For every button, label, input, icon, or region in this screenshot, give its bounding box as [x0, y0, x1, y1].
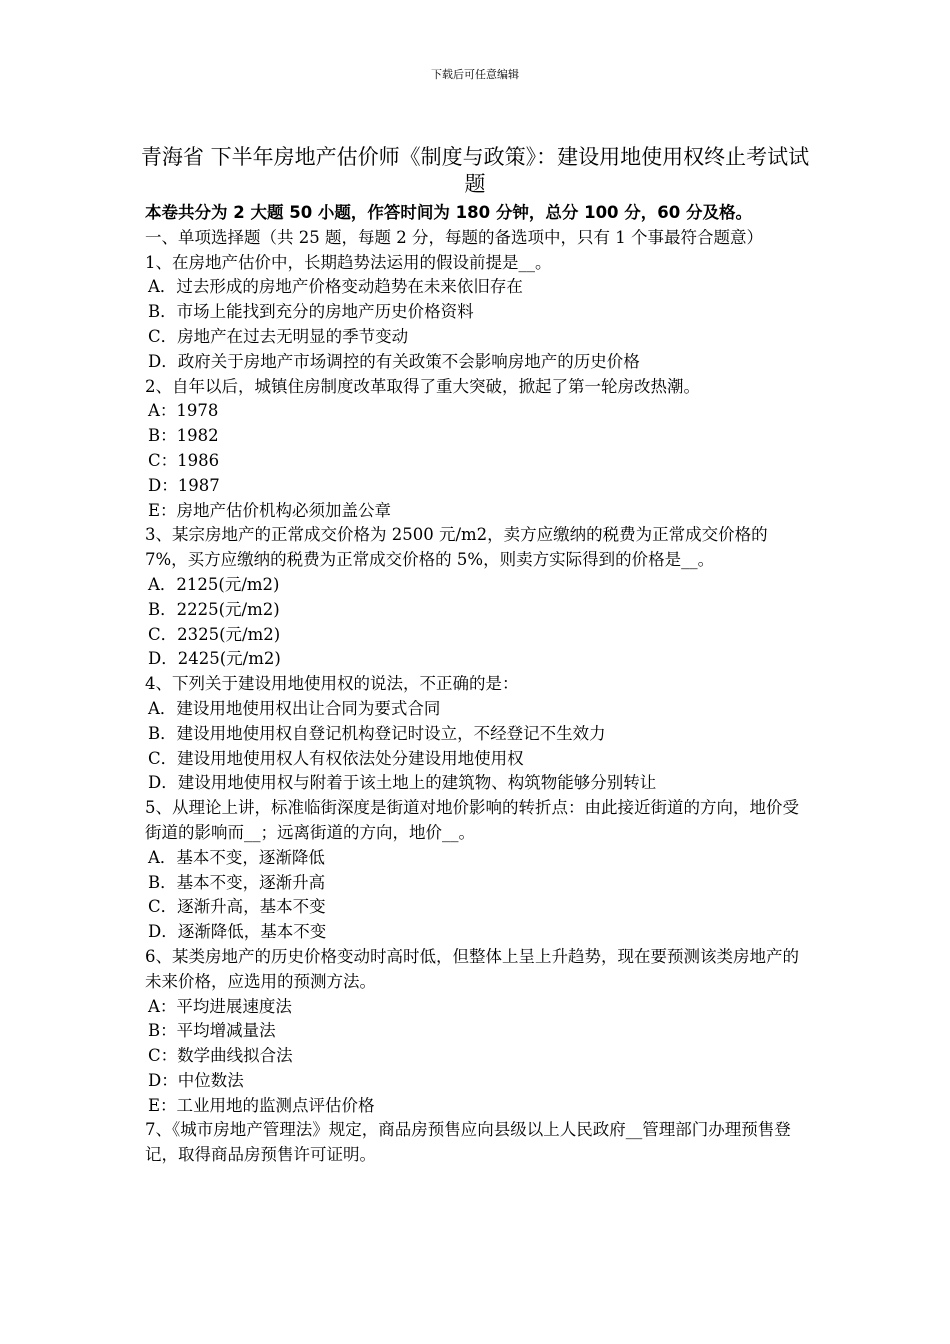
- option-d: D．逐渐降低，基本不变: [148, 922, 327, 942]
- question-3: [145, 523, 810, 672]
- option-e: E：房地产估价机构必须加盖公章: [148, 500, 392, 520]
- option-c: C：1986: [148, 450, 220, 470]
- question-6: [145, 945, 810, 1119]
- question-7: [145, 1118, 810, 1168]
- question-1: [145, 251, 810, 375]
- question-stem: 6、某类房地产的历史价格变动时高时低，但整体上呈上升趋势，现在要预测该类房地产的未来价格，应选用的预测方法。: [145, 946, 799, 991]
- option-c: C．2325(元/m2): [148, 624, 281, 644]
- option-d: D：中位数法: [148, 1070, 244, 1090]
- section-heading: 一、单项选择题（共 25 题，每题 2 分，每题的备选项中，只有 1 个事最符合题意）: [145, 227, 763, 247]
- question-stem: 7、《城市房地产管理法》规定，商品房预售应向县级以上人民政府__管理部门办理预售登记，取得商品房预售许可证明。: [145, 1120, 791, 1165]
- option-c: C．房地产在过去无明显的季节变动: [148, 326, 409, 346]
- question-stem: 5、从理论上讲，标准临街深度是街道对地价影响的转折点：由此接近街道的方向，地价受街道的影响而__；远离街道的方向，地价__。: [145, 798, 799, 842]
- option-d: D．2425(元/m2): [148, 649, 281, 669]
- option-b: B．基本不变，逐渐升高: [148, 872, 326, 892]
- option-d: D．政府关于房地产市场调控的有关政策不会影响房地产的历史价格: [148, 351, 640, 371]
- document-body: [145, 201, 810, 1168]
- question-stem: 4、下列关于建设用地使用权的说法，不正确的是：: [145, 674, 519, 694]
- option-b: B．2225(元/m2): [148, 599, 280, 619]
- option-b: B：1982: [148, 426, 219, 446]
- question-5: [145, 796, 810, 945]
- option-b: B．市场上能找到充分的房地产历史价格资料: [148, 302, 474, 322]
- option-b: B：平均增减量法: [148, 1021, 276, 1041]
- question-stem: 1、在房地产估价中，长期趋势法运用的假设前提是__。: [145, 252, 552, 272]
- option-d: D．建设用地使用权与附着于该土地上的建筑物、构筑物能够分别转让: [148, 773, 657, 793]
- option-a: A．2125(元/m2): [148, 574, 280, 594]
- option-a: A：平均进展速度法: [148, 996, 292, 1016]
- option-d: D：1987: [148, 475, 220, 495]
- document-title: 青海省 下半年房地产估价师《制度与政策》：建设用地使用权终止考试试题: [140, 145, 810, 196]
- option-c: C：数学曲线拟合法: [148, 1046, 293, 1066]
- option-c: C．逐渐升高，基本不变: [148, 897, 326, 917]
- exam-summary: 本卷共分为 2 大题 50 小题，作答时间为 180 分钟，总分 100 分，60 分及格。: [145, 203, 752, 222]
- question-2: [145, 375, 810, 524]
- option-a: A．建设用地使用权出让合同为要式合同: [148, 698, 441, 718]
- option-c: C．建设用地使用权人有权依法处分建设用地使用权: [148, 748, 524, 768]
- question-4: [145, 672, 810, 796]
- question-stem: 2、自年以后，城镇住房制度改革取得了重大突破，掀起了第一轮房改热潮。: [145, 376, 700, 396]
- option-a: A．过去形成的房地产价格变动趋势在未来依旧存在: [148, 277, 523, 297]
- option-b: B．建设用地使用权自登记机构登记时设立，不经登记不生效力: [148, 723, 606, 743]
- option-a: A：1978: [148, 401, 219, 421]
- header-note: 下载后可任意编辑: [431, 68, 519, 81]
- option-e: E：工业用地的监测点评估价格: [148, 1095, 375, 1115]
- option-a: A．基本不变，逐渐降低: [148, 847, 325, 867]
- question-stem: 3、某宗房地产的正常成交价格为 2500 元/m2，卖方应缴纳的税费为正常成交价格的 7%，买方应缴纳的税费为正常成交价格的 5%，则卖方实际得到的价格是__。: [145, 525, 768, 570]
